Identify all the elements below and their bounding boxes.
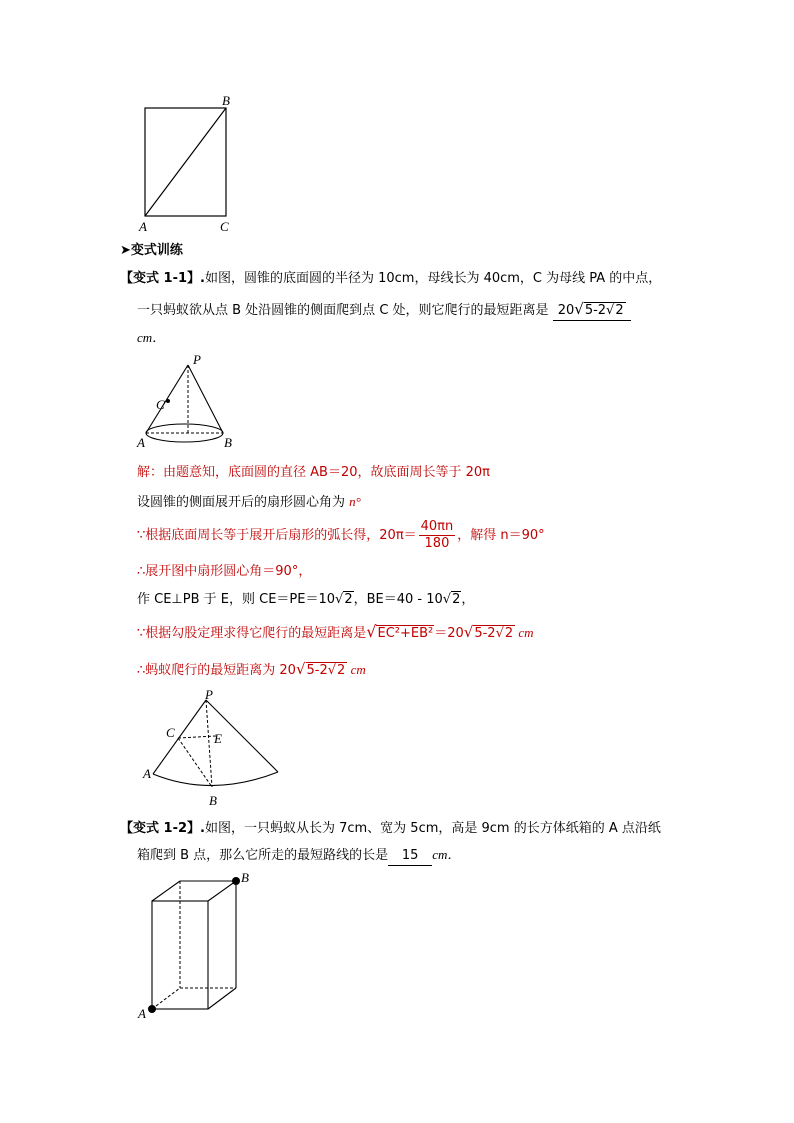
label-c: C (156, 397, 165, 412)
solution-line7: ∴蚂蚁爬行的最短距离为 20√5-2√2 cm (137, 660, 366, 678)
problem-1-1-line2: 一只蚂蚁欲从点 B 处沿圆锥的侧面爬到点 C 处，则它爬行的最短距离是 20√5-2√2 (137, 300, 631, 321)
answer-blank: 20√5-2√2 (553, 300, 631, 321)
label-a: A (138, 1006, 146, 1021)
solution-line6: ∵根据勾股定理求得它爬行的最短距离是√EC²+EB²＝20√5-2√2 cm (137, 622, 534, 641)
solution-line1: 解：由题意知，底面圆的直径 AB＝20，故底面周长等于 20π (137, 465, 490, 480)
label-e: E (214, 731, 222, 746)
label-a: A (143, 766, 151, 781)
section-header: ➤变式训练 (120, 243, 183, 258)
label-b: B (224, 435, 232, 450)
label-b: B (222, 93, 230, 108)
rectangle-figure (135, 92, 245, 240)
problem-1-2-line2: 箱爬到 B 点，那么它所走的最短路线的长是 15 cm． (137, 846, 460, 866)
solution-line5: 作 CE⊥PB 于 E，则 CE＝PE＝10√2，BE＝40 - 10√2， (137, 592, 475, 607)
problem-1-2-line1: 【变式 1-2】.如图，一只蚂蚁从长为 7cm、宽为 5cm，高是 9cm 的长方体纸箱的 A 点沿纸 (120, 821, 661, 836)
label-c: C (220, 219, 229, 234)
problem-1-1-line3: cm． (137, 330, 166, 345)
problem-1-1-line1: 【变式 1-1】.如图，圆锥的底面圆的半径为 10cm，母线长为 40cm，C 为母线 PA 的中点， (120, 271, 662, 286)
answer-blank: 15 (388, 847, 432, 866)
label-b: B (241, 870, 249, 885)
label-c: C (166, 725, 175, 740)
cone-figure (138, 355, 238, 455)
cuboid-figure (140, 868, 260, 1028)
label-p: P (205, 687, 213, 702)
solution-line4: ∴展开图中扇形圆心角＝90°， (137, 564, 312, 579)
label-b: B (209, 793, 217, 808)
label-p: P (193, 352, 201, 367)
label-a: A (137, 435, 145, 450)
label-a: A (139, 219, 147, 234)
solution-line2: 设圆锥的侧面展开后的扇形圆心角为 n° (137, 494, 361, 510)
arrow-icon: ➤ (120, 243, 131, 258)
solution-line3: ∵根据底面周长等于展开后扇形的弧长得，20π＝ $\frac{40\pi n}{180}$ ，解得 n＝90° (137, 519, 545, 551)
